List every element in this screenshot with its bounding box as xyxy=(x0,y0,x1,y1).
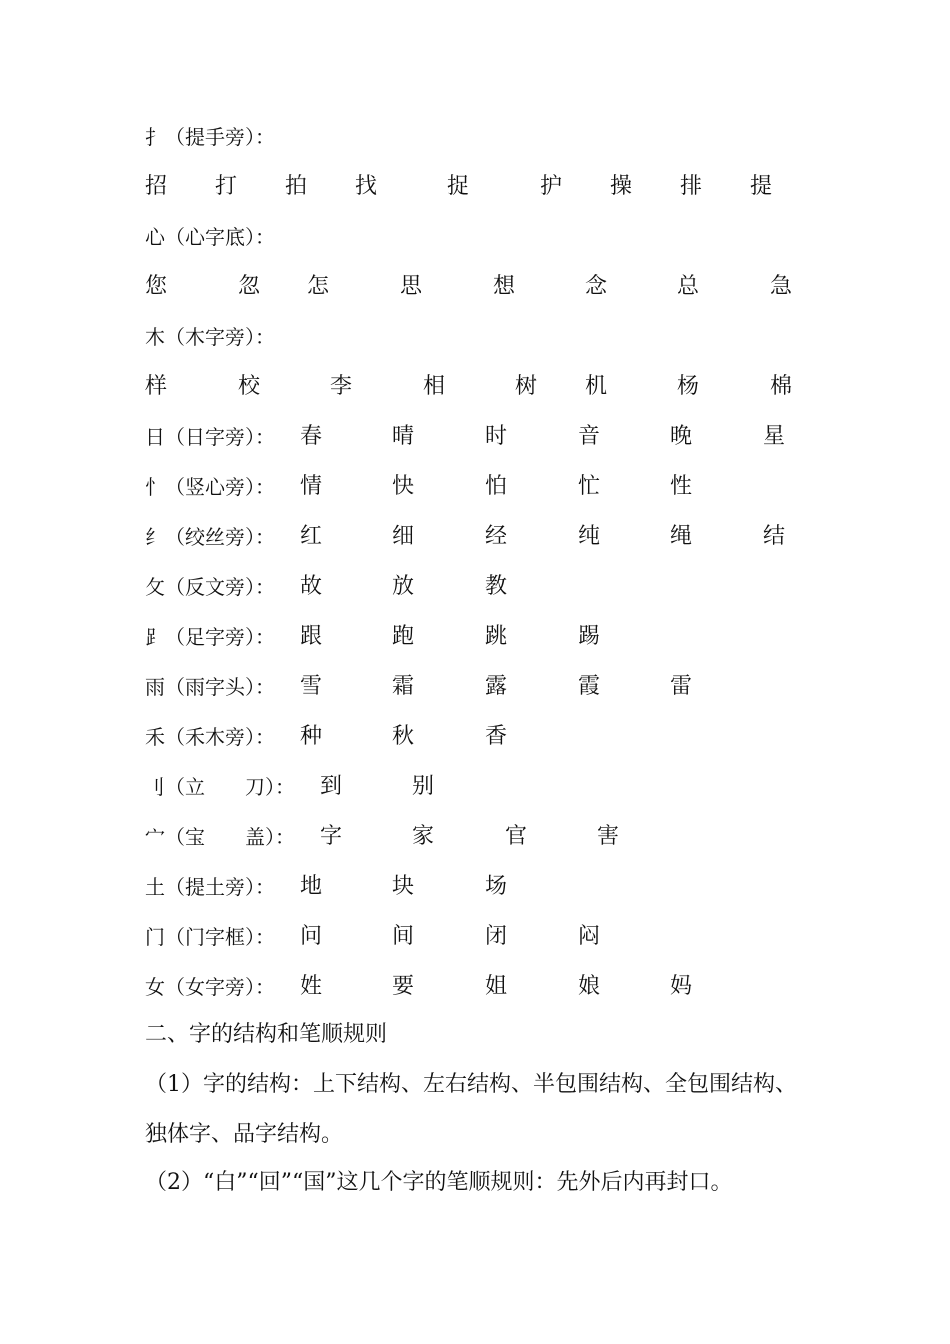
radical-label: 禾（禾木旁）： xyxy=(145,725,275,749)
radical-row xyxy=(0,170,950,204)
example-character: 结 xyxy=(763,524,786,549)
example-character: 闷 xyxy=(578,924,601,949)
radical-label: 日（日字旁）： xyxy=(145,425,275,449)
radical-label: 心（心字底）： xyxy=(145,225,275,249)
example-character: 跑 xyxy=(392,624,415,649)
example-character: 校 xyxy=(238,374,261,399)
example-character: 想 xyxy=(493,274,516,299)
example-character: 捉 xyxy=(447,174,470,199)
example-character: 字 xyxy=(320,824,343,849)
example-character: 绳 xyxy=(670,524,693,549)
radical-row xyxy=(0,270,950,304)
example-character: 怕 xyxy=(485,474,508,499)
radical-label: 攵（反文旁）： xyxy=(145,575,275,599)
example-character: 问 xyxy=(300,924,323,949)
example-character: 杨 xyxy=(677,374,700,399)
example-character: 找 xyxy=(355,174,378,199)
radical-label: 纟（绞丝旁）： xyxy=(145,525,275,549)
example-character: 别 xyxy=(412,774,435,799)
example-character: 招 xyxy=(145,174,168,199)
example-character: 妈 xyxy=(670,974,693,999)
example-character: 护 xyxy=(540,174,563,199)
example-character: 拍 xyxy=(285,174,308,199)
structure-paragraph-line2: 独体字、品字结构。 xyxy=(145,1122,344,1147)
example-character: 急 xyxy=(770,274,793,299)
example-character: 提 xyxy=(750,174,773,199)
radical-row xyxy=(0,670,950,704)
radical-label: 女（女字旁）： xyxy=(145,975,275,999)
example-character: 经 xyxy=(485,524,508,549)
example-character: 害 xyxy=(597,824,620,849)
structure-paragraph-line1: （1）字的结构：上下结构、左右结构、半包围结构、全包围结构、 xyxy=(145,1072,797,1097)
radical-row xyxy=(0,420,950,454)
example-character: 春 xyxy=(300,424,323,449)
example-character: 霜 xyxy=(392,674,415,699)
example-character: 晚 xyxy=(670,424,693,449)
example-character: 地 xyxy=(300,874,323,899)
example-character: 忽 xyxy=(238,274,261,299)
example-character: 时 xyxy=(485,424,508,449)
radical-row xyxy=(0,770,950,804)
example-character: 踢 xyxy=(578,624,601,649)
example-character: 露 xyxy=(485,674,508,699)
example-character: 故 xyxy=(300,574,323,599)
radical-row xyxy=(0,820,950,854)
example-character: 您 xyxy=(145,274,168,299)
radical-label: 宀（宝 盖）： xyxy=(145,825,295,849)
example-character: 排 xyxy=(680,174,703,199)
example-character: 到 xyxy=(320,774,343,799)
example-character: 操 xyxy=(610,174,633,199)
radical-label: ⻊（足字旁）： xyxy=(145,625,275,649)
example-character: 要 xyxy=(392,974,415,999)
example-character: 秋 xyxy=(392,724,415,749)
example-character: 音 xyxy=(578,424,601,449)
example-character: 家 xyxy=(412,824,435,849)
radical-label: 土（提土旁）： xyxy=(145,875,275,899)
example-character: 姓 xyxy=(300,974,323,999)
example-character: 情 xyxy=(300,474,323,499)
example-character: 机 xyxy=(585,374,608,399)
example-character: 打 xyxy=(215,174,238,199)
radical-row xyxy=(0,720,950,754)
example-character: 念 xyxy=(585,274,608,299)
radical-label: 刂（立 刀）： xyxy=(145,775,295,799)
example-character: 场 xyxy=(485,874,508,899)
example-character: 红 xyxy=(300,524,323,549)
radical-label: 忄（竖心旁）： xyxy=(145,475,275,499)
example-character: 教 xyxy=(485,574,508,599)
example-character: 细 xyxy=(392,524,415,549)
example-character: 相 xyxy=(423,374,446,399)
radical-row xyxy=(0,320,950,354)
example-character: 李 xyxy=(330,374,353,399)
example-character: 放 xyxy=(392,574,415,599)
example-character: 雷 xyxy=(670,674,693,699)
radical-label: 雨（雨字头）： xyxy=(145,675,275,699)
radical-label: 扌（提手旁）： xyxy=(145,125,275,149)
example-character: 块 xyxy=(392,874,415,899)
example-character: 跳 xyxy=(485,624,508,649)
radical-row xyxy=(0,220,950,254)
stroke-order-paragraph: （2）“白”“回”“国”这几个字的笔顺规则：先外后内再封口。 xyxy=(145,1170,733,1195)
radical-row xyxy=(0,920,950,954)
radical-label: 门（门字框）： xyxy=(145,925,275,949)
example-character: 忙 xyxy=(578,474,601,499)
example-character: 星 xyxy=(763,424,786,449)
example-character: 性 xyxy=(670,474,693,499)
example-character: 香 xyxy=(485,724,508,749)
example-character: 种 xyxy=(300,724,323,749)
example-character: 棉 xyxy=(770,374,793,399)
radical-row xyxy=(0,470,950,504)
example-character: 官 xyxy=(505,824,528,849)
example-character: 霞 xyxy=(578,674,601,699)
example-character: 晴 xyxy=(392,424,415,449)
example-character: 样 xyxy=(145,374,168,399)
radical-row xyxy=(0,570,950,604)
radical-row xyxy=(0,620,950,654)
example-character: 雪 xyxy=(300,674,323,699)
radical-label: 木（木字旁）： xyxy=(145,325,275,349)
example-character: 跟 xyxy=(300,624,323,649)
radical-row xyxy=(0,970,950,1004)
example-character: 间 xyxy=(392,924,415,949)
example-character: 娘 xyxy=(578,974,601,999)
example-character: 快 xyxy=(392,474,415,499)
example-character: 怎 xyxy=(307,274,330,299)
example-character: 总 xyxy=(677,274,700,299)
example-character: 闭 xyxy=(485,924,508,949)
radical-row xyxy=(0,870,950,904)
example-character: 树 xyxy=(515,374,538,399)
radical-row xyxy=(0,370,950,404)
radical-row xyxy=(0,120,950,154)
radical-row xyxy=(0,520,950,554)
example-character: 思 xyxy=(400,274,423,299)
example-character: 纯 xyxy=(578,524,601,549)
example-character: 姐 xyxy=(485,974,508,999)
section-heading: 二、字的结构和笔顺规则 xyxy=(145,1022,388,1047)
